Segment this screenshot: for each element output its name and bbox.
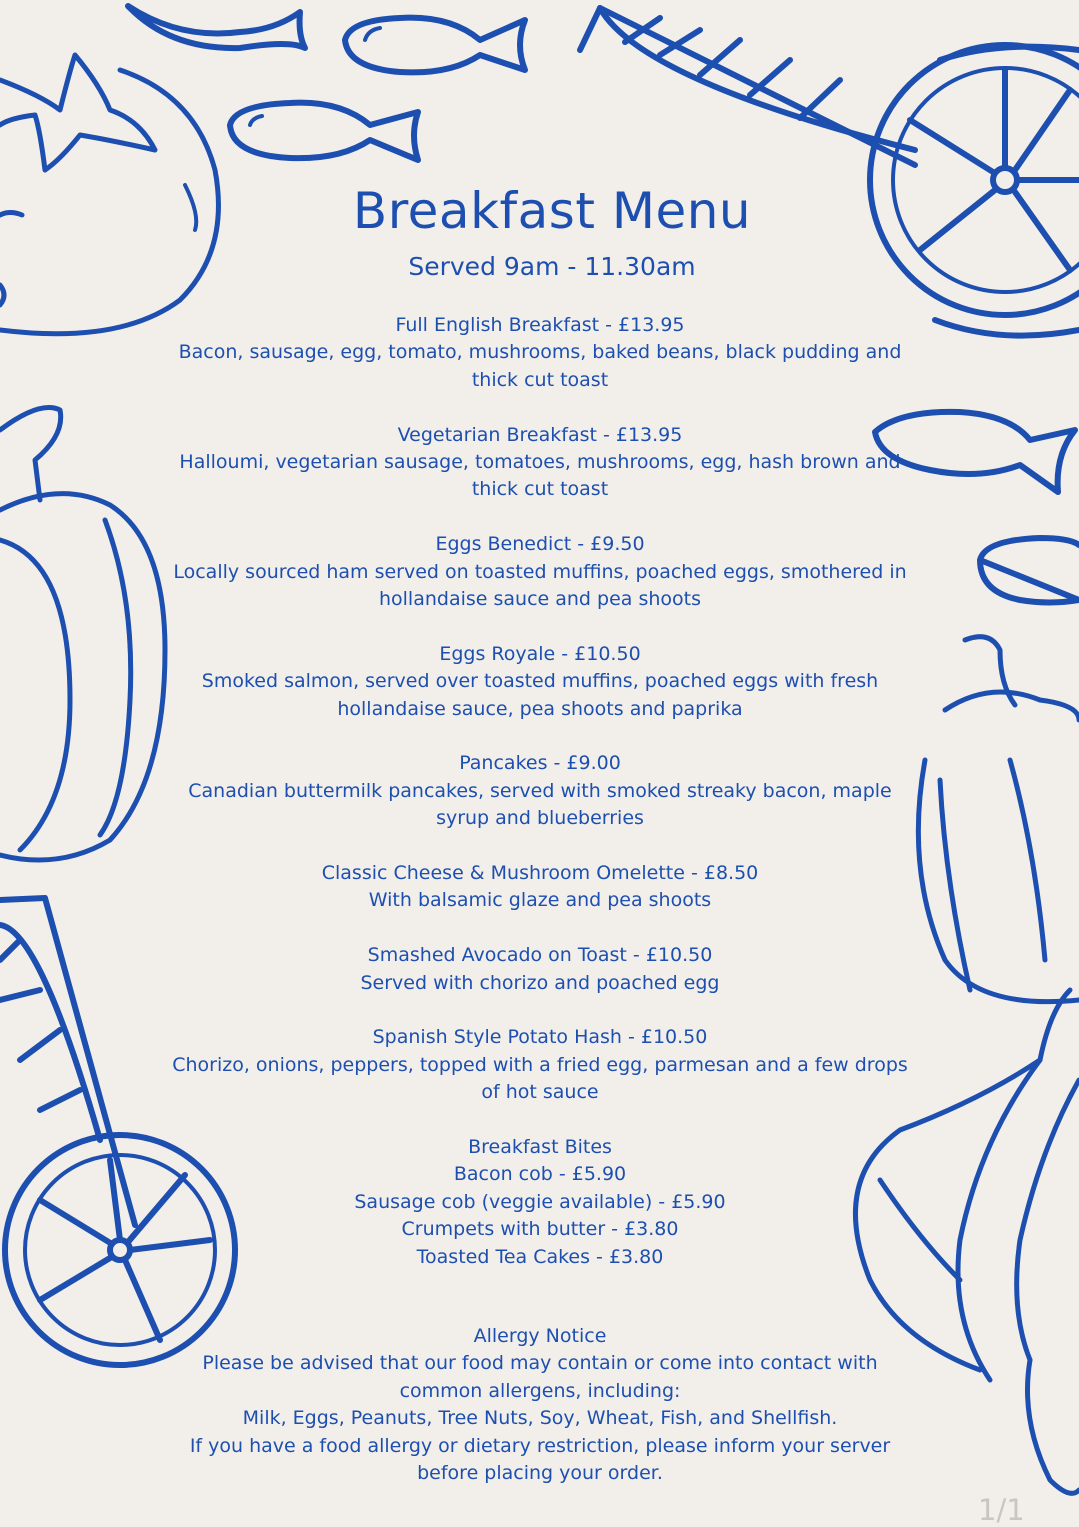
menu-item: [140, 641, 940, 723]
allergy-notice-line: common allergens, including:: [399, 1379, 681, 1402]
menu-item-description: Canadian buttermilk pancakes, served with smoked streaky bacon, maple: [188, 779, 892, 802]
menu-item-name: Full English Breakfast - £13.95: [395, 314, 685, 336]
menu-item-name: Classic Cheese & Mushroom Omelette - £8.50: [321, 862, 759, 885]
menu-title: Breakfast Menu: [352, 182, 752, 240]
menu-item-description: syrup and blueberries: [436, 807, 644, 830]
menu-item-name: Eggs Benedict - £9.50: [435, 533, 645, 556]
menu-item: [140, 942, 940, 997]
menu-item-description: Served with chorizo and poached egg: [360, 971, 720, 994]
menu-item: [140, 750, 940, 832]
menu-item-description: hollandaise sauce, pea shoots and paprika: [337, 697, 743, 720]
menu-item: [140, 1024, 940, 1106]
breakfast-bite-item: Toasted Tea Cakes - £3.80: [416, 1245, 664, 1268]
menu-item: [140, 860, 940, 915]
menu-item-description: Locally sourced ham served on toasted muffins, poached eggs, smothered in: [173, 560, 907, 583]
menu-item-name: Vegetarian Breakfast - £13.95: [397, 423, 683, 446]
menu-item: [140, 312, 940, 394]
menu-item-description: Bacon, sausage, egg, tomato, mushrooms, baked beans, black pudding and: [178, 341, 902, 364]
breakfast-bites-heading: Breakfast Bites: [468, 1136, 612, 1159]
breakfast-bites-section: [140, 1134, 940, 1271]
menu-served-hours: Served 9am - 11.30am: [408, 252, 696, 281]
allergy-notice-line: Milk, Eggs, Peanuts, Tree Nuts, Soy, Wheat, Fish, and Shellfish.: [242, 1407, 838, 1430]
menu-items: [140, 312, 940, 1271]
menu-item-description: thick cut toast: [471, 368, 609, 391]
allergy-notice-line: before placing your order.: [417, 1462, 663, 1485]
breakfast-bite-item: Bacon cob - £5.90: [453, 1163, 627, 1186]
menu-item-name: Smashed Avocado on Toast - £10.50: [367, 944, 713, 967]
menu-item-name: Pancakes - £9.00: [459, 752, 621, 775]
menu-item-description: of hot sauce: [481, 1081, 599, 1104]
menu-item-description: hollandaise sauce and pea shoots: [378, 588, 702, 611]
allergy-notice-line: Please be advised that our food may contain or come into contact with: [202, 1352, 878, 1375]
menu-item-name: Spanish Style Potato Hash - £10.50: [372, 1026, 708, 1049]
breakfast-bite-item: Crumpets with butter - £3.80: [401, 1218, 679, 1241]
allergy-notice-heading: Allergy Notice: [473, 1325, 607, 1347]
menu-item-description: thick cut toast: [471, 478, 609, 501]
menu-item-description: With balsamic glaze and pea shoots: [368, 889, 712, 912]
allergy-notice: [120, 1323, 960, 1487]
allergy-notice-line: If you have a food allergy or dietary restriction, please inform your server: [189, 1434, 891, 1457]
menu-item-description: Chorizo, onions, peppers, topped with a fried egg, parmesan and a few drops: [172, 1053, 908, 1076]
page-indicator: 1/1: [978, 1493, 1025, 1527]
menu-item-name: Eggs Royale - £10.50: [439, 642, 641, 665]
menu-item: [140, 422, 940, 504]
menu-item-description: Halloumi, vegetarian sausage, tomatoes, mushrooms, egg, hash brown and: [179, 451, 901, 474]
menu-item: [140, 531, 940, 613]
breakfast-bite-item: Sausage cob (veggie available) - £5.90: [354, 1190, 726, 1213]
menu-item-description: Smoked salmon, served over toasted muffins, poached eggs with fresh: [201, 670, 879, 693]
